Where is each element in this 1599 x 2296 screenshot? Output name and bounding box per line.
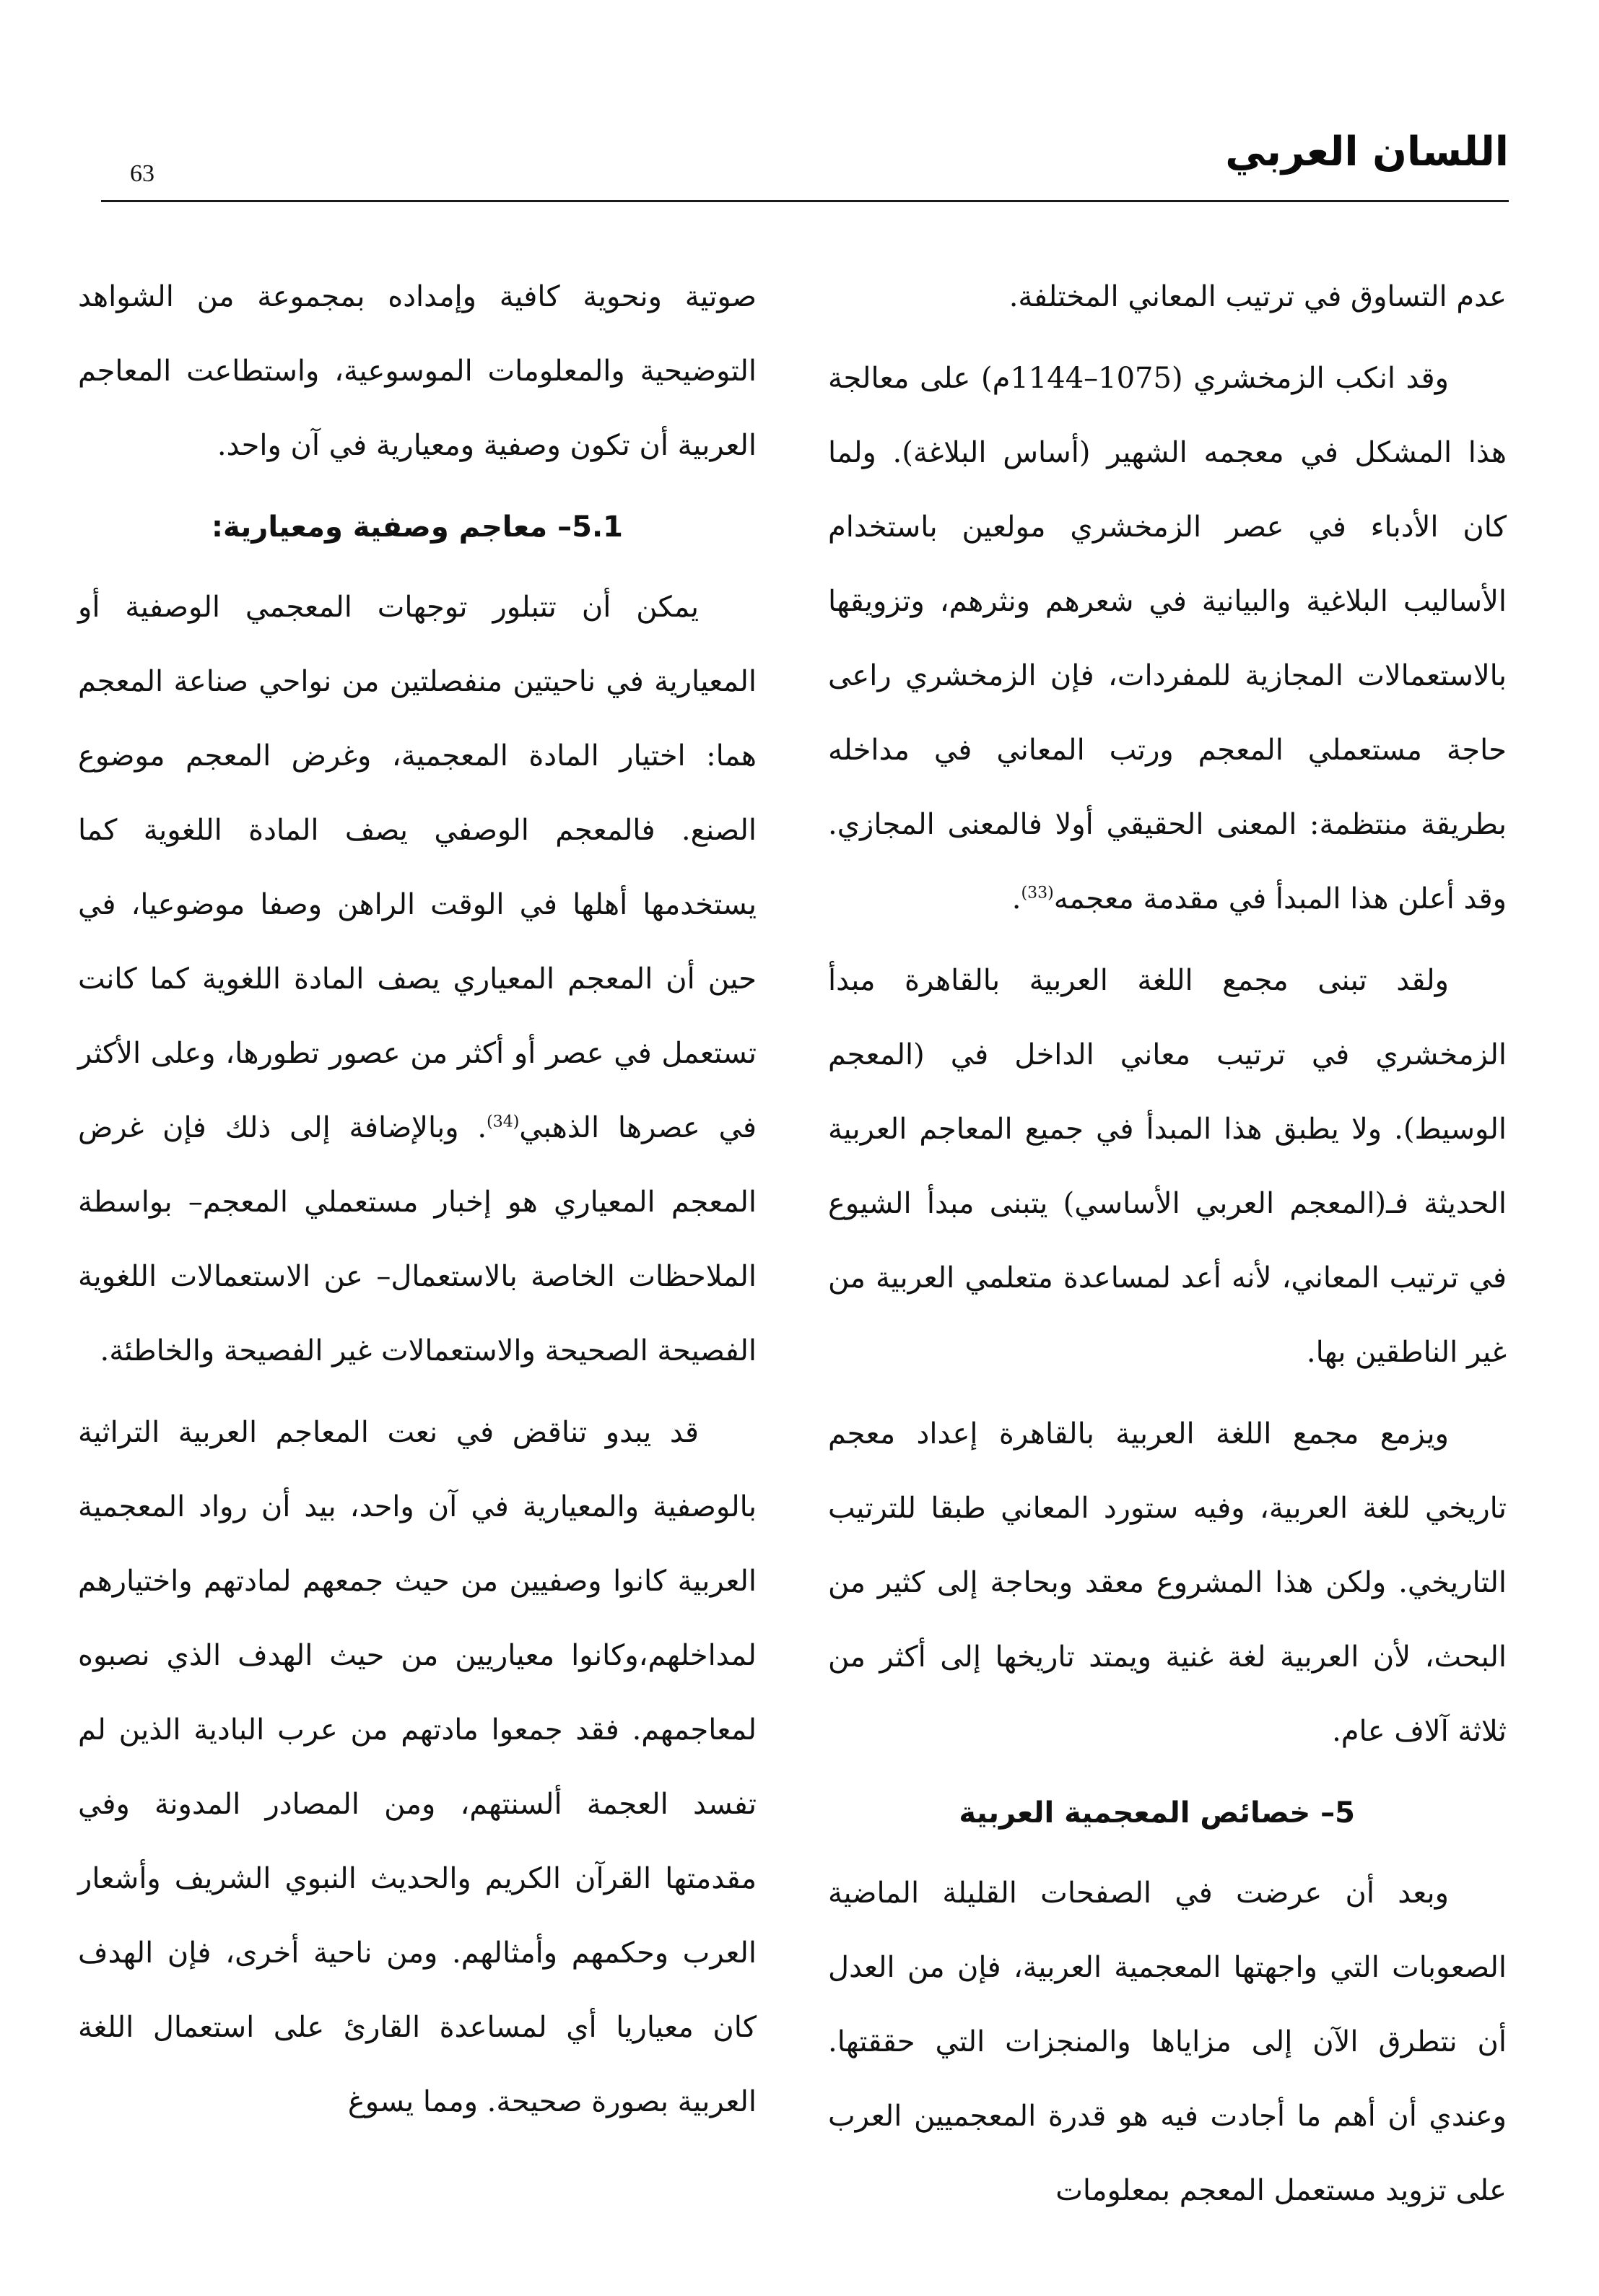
paragraph-text: يمكن أن تتبلور توجهات المعجمي الوصفية أو المعيارية في ناحيتين منفصلتين من نواحي صناعة المعجم هما: اختيار المادة المعجمية، وغرض المعجم موضوع الصنع. فالمعجم الوصفي يصف المادة اللغوية كما يستخدمها أهلها في الوقت الراهن وصفا موضوعيا، في حين أن المعجم المعياري يصف المادة اللغوية كما كانت تستعمل في عصر أو أكثر من عصور تطورها، وعلى الأكثر في عصرها الذهبي (78, 591, 757, 1144)
section-heading: 5– خصائص المعجمية العربية (959, 1796, 1355, 1830)
paragraph-text: وقد انكب الزمخشري (1075–1144م) على معالجة هذا المشكل في معجمه الشهير (أساس البلاغة). ولما كان الأدباء في عصر الزمخشري مولعين باستخدام الأساليب البلاغية والبيانية في شعرهم ونثرهم، وتزويقها بالاستعمالات المجازية للمفردات، فإن الزمخشري راعى حاجة مستعملي المعجم ورتب المعاني في مداخله بطريقة منتظمة: المعنى الحقيقي أولا فالمعنى المجازي. وقد أعلن هذا المبدأ في مقدمة معجمه (828, 362, 1507, 916)
paragraph: عدم التساوق في ترتيب المعاني المختلفة. (1008, 280, 1507, 313)
header-rule (101, 200, 1509, 202)
page-number: 63 (130, 160, 154, 187)
journal-title: اللسان العربي (1225, 129, 1509, 175)
paragraph-zamakhshari (828, 342, 1507, 936)
subsection-heading: 5.1– معاجم وصفية ومعيارية: (212, 510, 623, 544)
left-column (78, 260, 757, 2147)
right-column (828, 260, 1507, 2235)
footnote-ref: (33) (1021, 884, 1054, 903)
footnote-ref: (34) (487, 1113, 520, 1131)
paragraph: ولقد تبنى مجمع اللغة العربية بالقاهرة مبدأ الزمخشري في ترتيب معاني الداخل في (المعجم الوسيط). ولا يطبق هذا المبدأ في جميع المعاجم العربية الحديثة فـ(المعجم العربي الأساسي) يتبنى مبدأ الشيوع في ترتيب المعاني، لأنه أعد لمساعدة متعلمي العربية من غير الناطقين بها. (828, 964, 1507, 1369)
paragraph: صوتية ونحوية كافية وإمداده بمجموعة من الشواهد التوضيحية والمعلومات الموسوعية، واستطاعت المعاجم العربية أن تكون وصفية ومعيارية في آن واحد. (78, 280, 757, 462)
paragraph: ويزمع مجمع اللغة العربية بالقاهرة إعداد معجم تاريخي للغة العربية، وفيه ستورد المعاني طبقا للترتيب التاريخي. ولكن هذا المشروع معقد وبحاجة إلى كثير من البحث، لأن العربية لغة غنية ويمتد تاريخها إلى أكثر من ثلاثة آلاف عام. (828, 1417, 1507, 1748)
paragraph-text-end: . (1011, 882, 1021, 916)
page-header (101, 116, 1509, 202)
paragraph-text-end: . وبالإضافة إلى ذلك فإن غرض المعجم المعياري هو إخبار مستعملي المعجم– بواسطة الملاحظات الخاصة بالاستعمال– عن الاستعمالات اللغوية الفصيحة الصحيحة والاستعمالات غير الفصيحة والخاطئة. (78, 1111, 757, 1367)
paragraph: قد يبدو تناقض في نعت المعاجم العربية التراثية بالوصفية والمعيارية في آن واحد، بيد أن رواد المعجمية العربية كانوا وصفيين من حيث جمعهم لمادتهم واختيارهم لمداخلهم،وكانوا معياريين من حيث الهدف الذي نصبوه لمعاجمهم. فقد جمعوا مادتهم من عرب البادية الذين لم تفسد العجمة ألسنتهم، ومن المصادر المدونة وفي مقدمتها القرآن الكريم والحديث النبوي الشريف وأشعار العرب وحكمهم وأمثالهم. ومن ناحية أخرى، فإن الهدف كان معياريا أي لمساعدة القارئ على استعمال اللغة العربية بصورة صحيحة. ومما يسوغ (78, 1416, 757, 2118)
paragraph-descriptive-normative (78, 570, 757, 1388)
paragraph: وبعد أن عرضت في الصفحات القليلة الماضية الصعوبات التي واجهتها المعجمية العربية، فإن من العدل أن نتطرق الآن إلى مزاياها والمنجزات التي حققتها. وعندي أن أهم ما أجادت فيه هو قدرة المعجميين العرب على تزويد مستعمل المعجم بمعلومات (828, 1877, 1507, 2207)
